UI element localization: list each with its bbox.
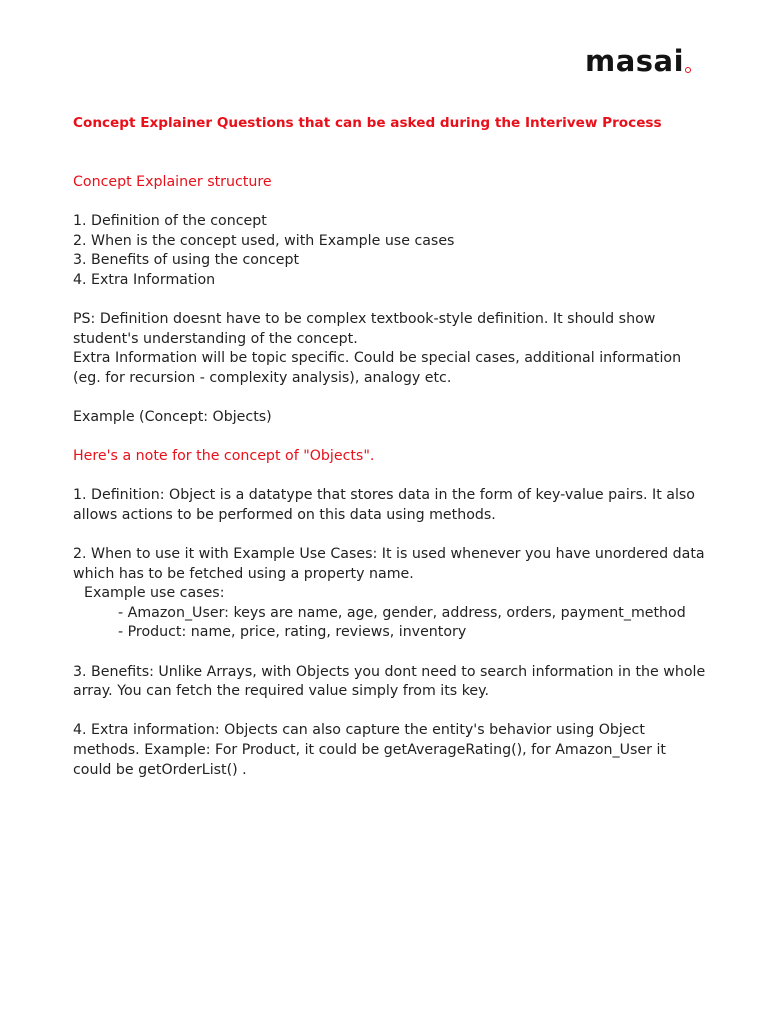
- ps-line: student's understanding of the concept.: [73, 330, 358, 347]
- use-case-item: - Amazon_User: keys are name, age, gender, address, orders, payment_method: [118, 604, 686, 621]
- ps-line: (eg. for recursion - complexity analysis), analogy etc.: [73, 369, 452, 386]
- extra-info-line: could be getOrderList() .: [73, 761, 247, 778]
- document-title: Concept Explainer Questions that can be asked during the Interivew Process: [73, 115, 662, 131]
- when-to-use-line: which has to be fetched using a property name.: [73, 565, 414, 582]
- masai-logo: [585, 42, 700, 76]
- structure-item: 4. Extra Information: [73, 271, 216, 288]
- definition-line: 1. Definition: Object is a datatype that stores data in the form of key-value pairs. It also: [73, 487, 695, 504]
- use-cases-label: Example use cases:: [84, 585, 225, 602]
- note-heading: Here's a note for the concept of "Objects".: [73, 448, 375, 465]
- ps-line: PS: Definition doesnt have to be complex textbook-style definition. It should show: [73, 310, 656, 327]
- registered-mark-icon: [685, 67, 691, 73]
- when-to-use-line: 2. When to use it with Example Use Cases: It is used whenever you have unordered data: [73, 546, 705, 563]
- extra-info-line: methods. Example: For Product, it could be getAverageRating(), for Amazon_User it: [73, 742, 666, 758]
- structure-heading: Concept Explainer structure: [73, 173, 272, 190]
- document-body: [73, 114, 713, 780]
- structure-item: 1. Definition of the concept: [73, 212, 267, 229]
- extra-info-line: 4. Extra information: Objects can also capture the entity's behavior using Object: [73, 722, 645, 739]
- ps-line: Extra Information will be topic specific. Could be special cases, additional information: [73, 350, 682, 367]
- example-heading: Example (Concept: Objects): [73, 408, 272, 425]
- benefits-line: array. You can fetch the required value simply from its key.: [73, 683, 490, 700]
- use-case-item: - Product: name, price, rating, reviews, inventory: [118, 624, 467, 641]
- logo-wordmark: masai: [585, 44, 685, 78]
- definition-line: allows actions to be performed on this data using methods.: [73, 506, 496, 523]
- structure-item: 3. Benefits of using the concept: [73, 252, 300, 269]
- structure-item: 2. When is the concept used, with Example use cases: [73, 232, 455, 249]
- benefits-line: 3. Benefits: Unlike Arrays, with Objects you dont need to search information in the whole: [73, 663, 706, 680]
